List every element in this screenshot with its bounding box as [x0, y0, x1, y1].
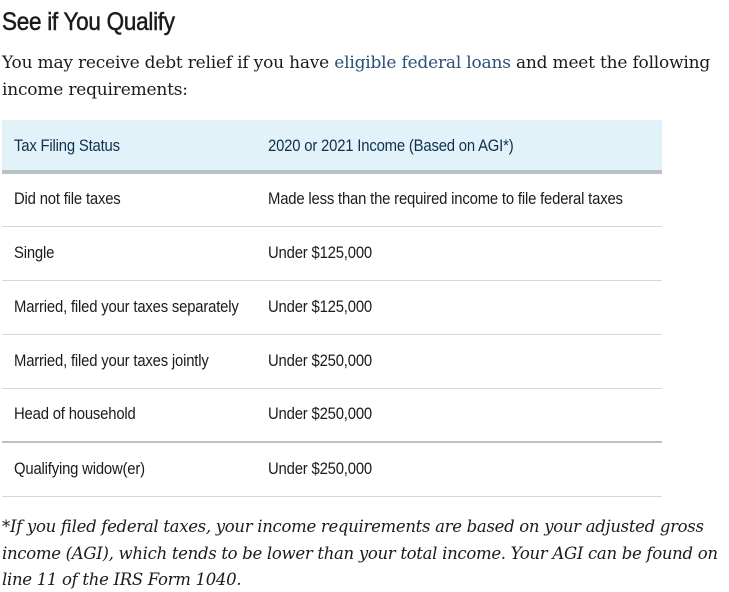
income-requirements-table	[2, 120, 662, 497]
page-heading: See if You Qualify	[2, 8, 175, 36]
income-cell: Made less than the required income to file federal taxes	[267, 190, 623, 209]
table-header	[2, 120, 662, 172]
filing-status-cell: Single	[14, 243, 55, 262]
income-cell: Under $125,000	[267, 297, 372, 316]
intro-paragraph	[2, 50, 727, 104]
eligible-federal-loans-link[interactable]: eligible federal loans	[334, 53, 511, 73]
filing-status-cell: Head of household	[14, 405, 136, 424]
table-row	[2, 226, 662, 280]
table-row	[2, 280, 662, 334]
column-header-income: 2020 or 2021 Income (Based on AGI*)	[267, 136, 514, 155]
table-header-row	[2, 120, 662, 172]
income-cell: Under $250,000	[267, 351, 372, 370]
table-row	[2, 172, 662, 226]
intro-text-before-link: You may receive debt relief if you have	[2, 53, 335, 73]
table-row	[2, 388, 662, 442]
filing-status-cell: Did not file taxes	[14, 190, 121, 209]
table-row	[2, 442, 662, 496]
income-cell: Under $250,000	[267, 459, 372, 478]
agi-footnote: *If you filed federal taxes, your income requirements are based on your adjusted gross income (AGI), which tends to be lower than your total income. Your AGI can be found on line 11 of the IRS Form 1040.	[2, 517, 718, 589]
filing-status-cell: Married, filed your taxes separately	[14, 297, 239, 316]
column-header-tax-filing-status: Tax Filing Status	[14, 136, 120, 155]
income-cell: Under $250,000	[267, 405, 372, 424]
table-body	[2, 172, 662, 496]
filing-status-cell: Qualifying widow(er)	[14, 459, 145, 478]
intro-text-after-link: and meet the following income requirements:	[2, 53, 711, 100]
table-row	[2, 334, 662, 388]
income-cell: Under $125,000	[267, 243, 372, 262]
filing-status-cell: Married, filed your taxes jointly	[14, 351, 209, 370]
